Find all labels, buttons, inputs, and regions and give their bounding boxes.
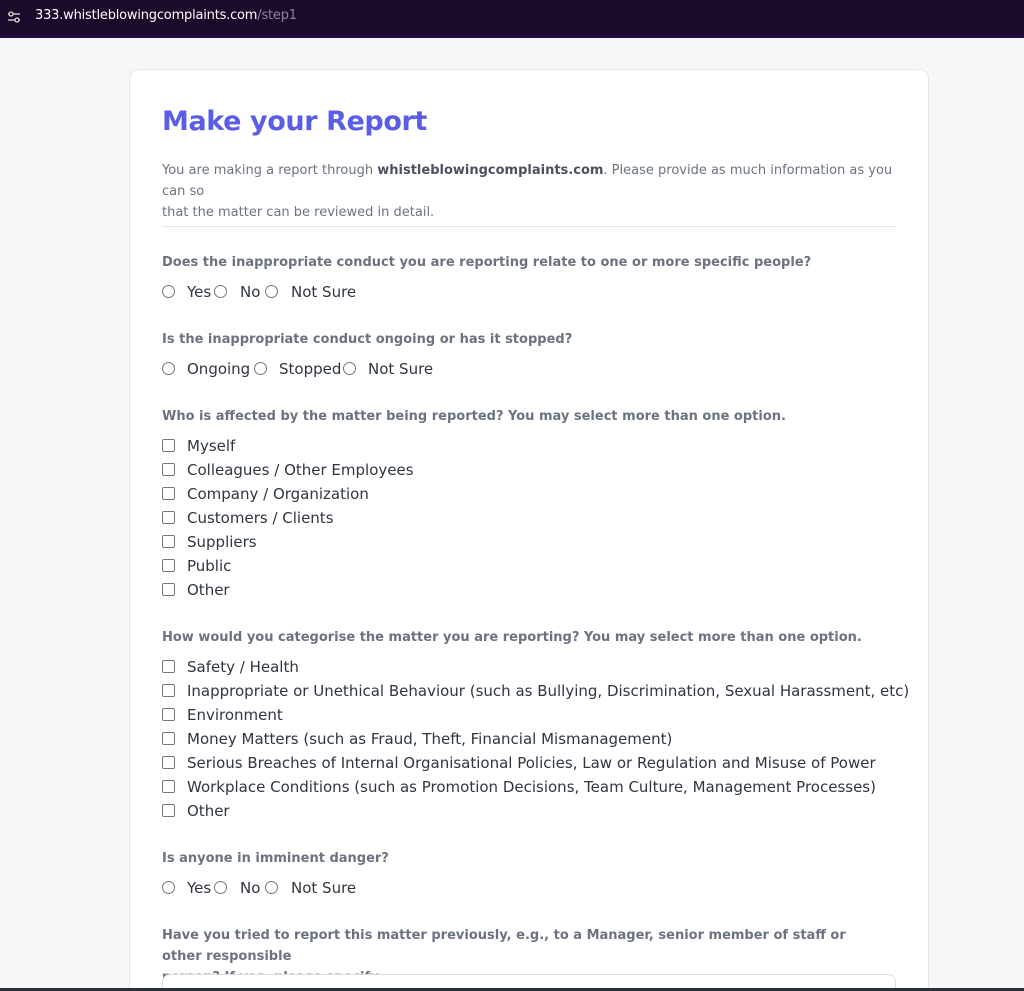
browser-address-bar[interactable] (0, 0, 1024, 35)
option-label: Public (187, 557, 232, 575)
section-divider (162, 226, 896, 227)
intro-line-2: that the matter can be reviewed in detail. (162, 205, 435, 220)
checkbox-category-safety-health[interactable] (162, 660, 175, 673)
question-specific-people: Does the inappropriate conduct you are reporting relate to one or more specific people? (162, 255, 812, 270)
option-label: Yes (187, 879, 212, 897)
option-label: Environment (187, 706, 283, 724)
option-label: No (240, 879, 261, 897)
option-label: Not Sure (291, 283, 357, 301)
option-label: Ongoing (187, 360, 251, 378)
option-label: Workplace Conditions (such as Promotion Decisions, Team Culture, Management Processes) (187, 778, 876, 796)
tune-icon[interactable] (7, 10, 21, 24)
question-categorise: How would you categorise the matter you are reporting? You may select more than one option. (162, 630, 862, 645)
option-label: Yes (187, 283, 212, 301)
url-domain: 333.whistleblowingcomplaints.com (35, 8, 258, 23)
option-label: Not Sure (368, 360, 434, 378)
option-label: Suppliers (187, 533, 257, 551)
question-ongoing-stopped: Is the inappropriate conduct ongoing or has it stopped? (162, 332, 573, 347)
checkbox-category-unethical-behaviour[interactable] (162, 684, 175, 697)
option-label: Colleagues / Other Employees (187, 461, 414, 479)
checkbox-affected-customers[interactable] (162, 511, 175, 524)
option-label: Other (187, 581, 230, 599)
intro-prefix: You are making a report through (162, 163, 378, 178)
url-path: /step1 (257, 8, 297, 23)
checkbox-category-other[interactable] (162, 804, 175, 817)
url-text[interactable] (35, 8, 297, 23)
checkbox-affected-myself[interactable] (162, 439, 175, 452)
option-label: Myself (187, 437, 236, 455)
page-title: Make your Report (162, 106, 427, 137)
intro-text (162, 160, 897, 223)
checkbox-category-policy-breaches[interactable] (162, 756, 175, 769)
option-label: Inappropriate or Unethical Behaviour (such as Bullying, Discrimination, Sexual Harassment, etc) (187, 682, 910, 700)
radio-danger-no[interactable] (214, 881, 227, 894)
checkbox-category-workplace-conditions[interactable] (162, 780, 175, 793)
option-label: Serious Breaches of Internal Organisational Policies, Law or Regulation and Misuse of Power (187, 754, 876, 772)
radio-danger-yes[interactable] (162, 881, 175, 894)
radio-stopped[interactable] (254, 362, 267, 375)
question-who-affected: Who is affected by the matter being reported? You may select more than one option. (162, 409, 786, 424)
checkbox-affected-suppliers[interactable] (162, 535, 175, 548)
radio-ongoing[interactable] (162, 362, 175, 375)
question-imminent-danger: Is anyone in imminent danger? (162, 851, 389, 866)
option-label: Safety / Health (187, 658, 299, 676)
checkbox-affected-company[interactable] (162, 487, 175, 500)
option-label: Company / Organization (187, 485, 369, 503)
intro-brand: whistleblowingcomplaints.com (377, 163, 604, 178)
radio-ongoing-not-sure[interactable] (343, 362, 356, 375)
address-bar-border (0, 35, 1024, 38)
question-line-1: Have you tried to report this matter previously, e.g., to a Manager, senior member of staff or other responsible (162, 928, 846, 964)
radio-specific-people-no[interactable] (214, 285, 227, 298)
checkbox-category-environment[interactable] (162, 708, 175, 721)
checkbox-affected-other[interactable] (162, 583, 175, 596)
checkbox-affected-public[interactable] (162, 559, 175, 572)
radio-specific-people-yes[interactable] (162, 285, 175, 298)
option-label: Money Matters (such as Fraud, Theft, Financial Mismanagement) (187, 730, 673, 748)
radio-specific-people-not-sure[interactable] (265, 285, 278, 298)
option-label: Customers / Clients (187, 509, 334, 527)
checkbox-category-money-matters[interactable] (162, 732, 175, 745)
option-label: No (240, 283, 261, 301)
option-label: Stopped (279, 360, 342, 378)
radio-danger-not-sure[interactable] (265, 881, 278, 894)
option-label: Other (187, 802, 230, 820)
checkbox-affected-colleagues[interactable] (162, 463, 175, 476)
option-label: Not Sure (291, 879, 357, 897)
intro-suffix: . Please provide as much information as you can so (162, 163, 893, 199)
